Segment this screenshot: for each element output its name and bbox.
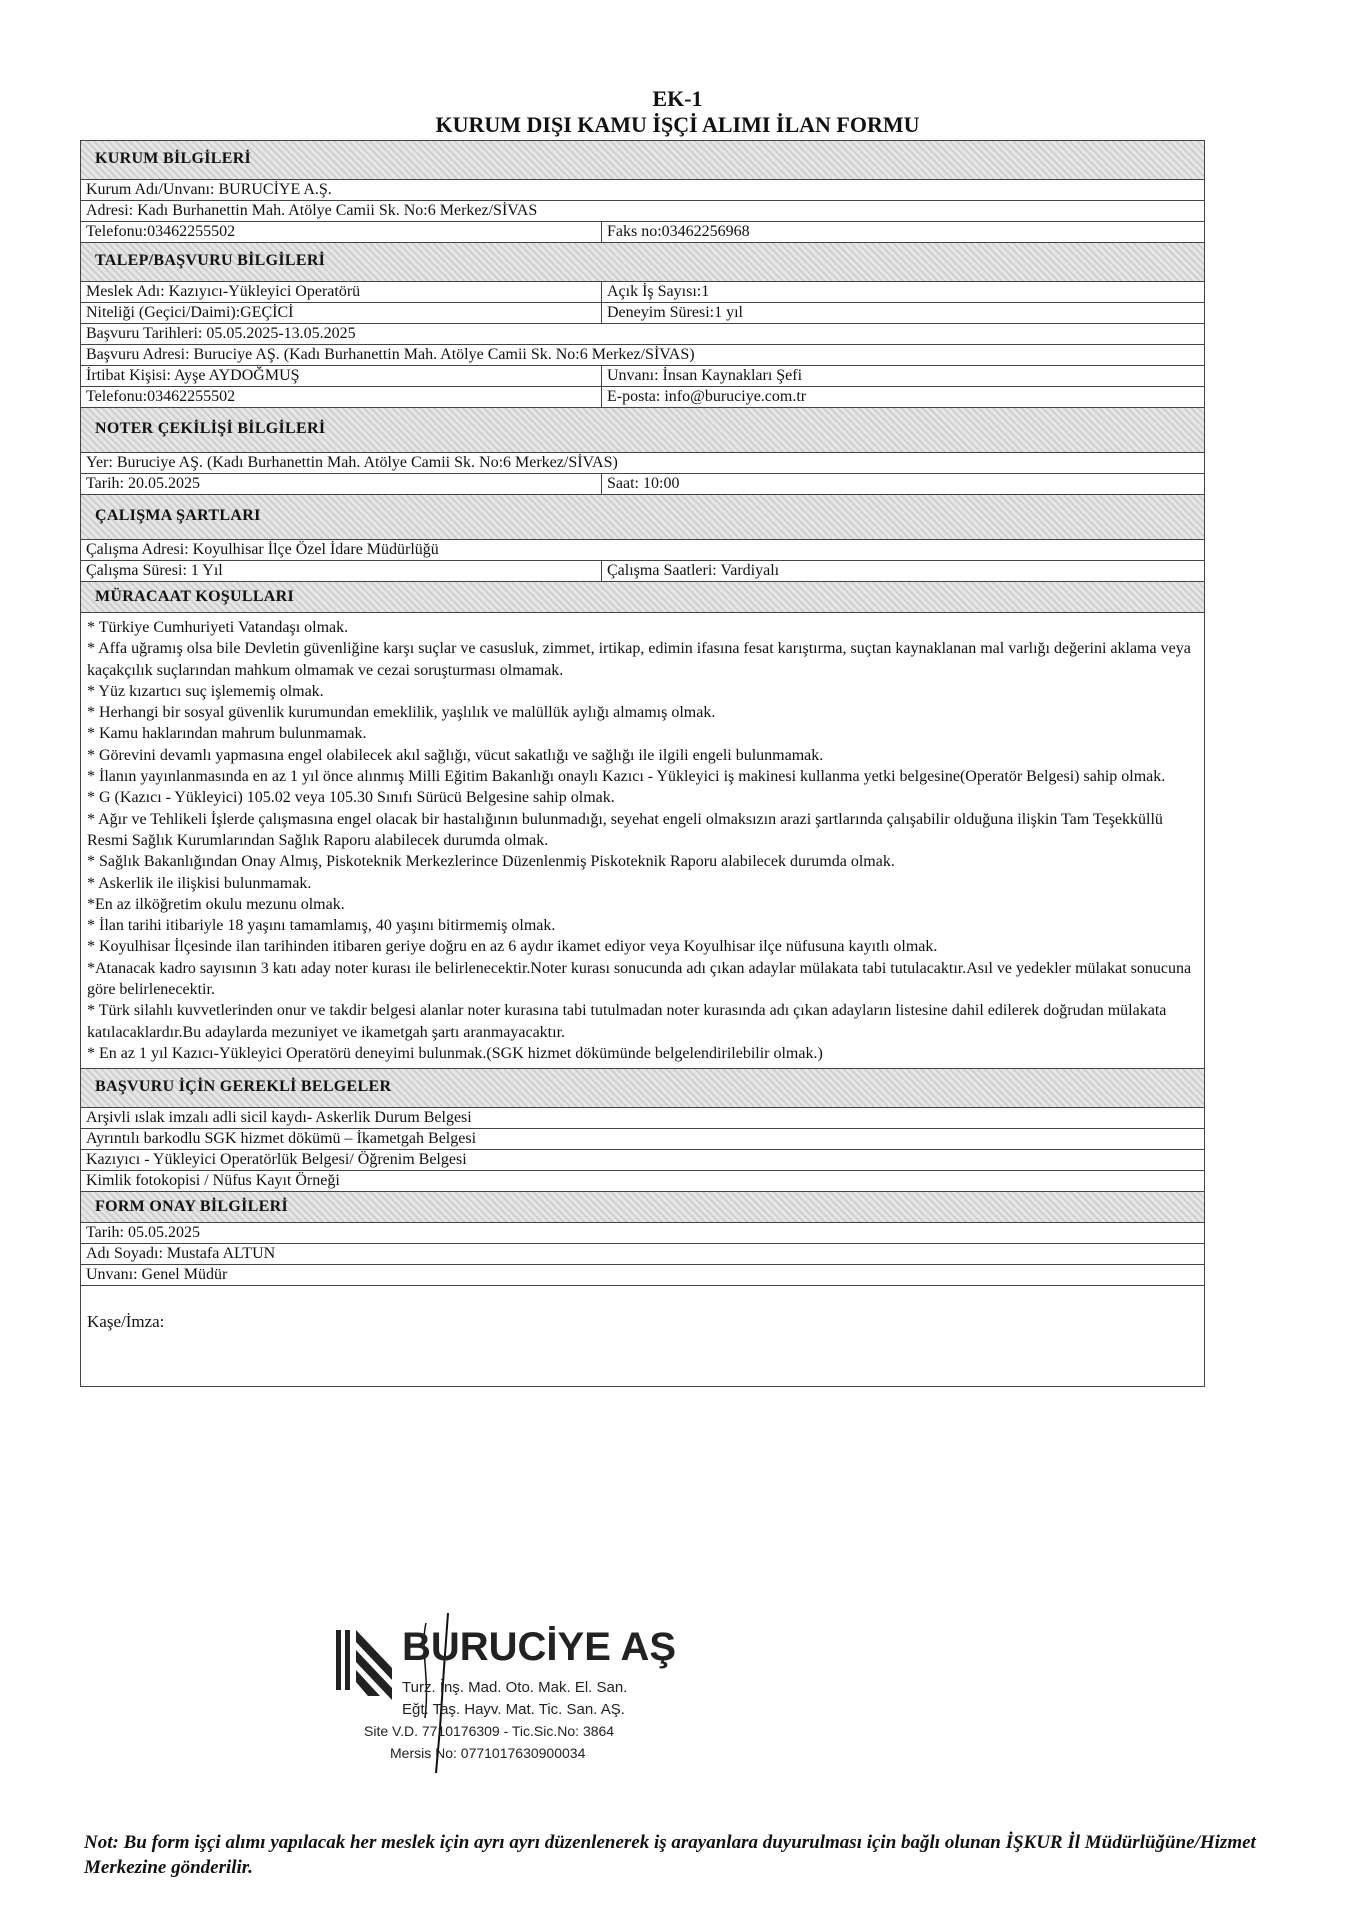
condition-item: * G (Kazıcı - Yükleyici) 105.02 veya 105.30 Sınıfı Sürücü Belgesine sahip olmak.	[87, 789, 615, 807]
onay-tarih-row	[80, 1222, 1205, 1243]
kurum-address-row	[80, 200, 1205, 221]
condition-item: * Koyulhisar İlçesinde ilan tarihinden itibaren geriye doğru en az 6 aydır ikamet ediyor veya Koyulhisar ilçe nüfusuna kayıtlı olmak.	[87, 938, 938, 956]
section-header-muracaat: MÜRACAAT KOŞULLARI	[80, 581, 1205, 612]
condition-item: *Atanacak kadro sayısının 3 katı aday noter kurası ile belirlenecektir.Noter kurası sonucunda adı çıkan adaylar mülakata tabi tutulacaktır.Asıl ve yedekler mülakat sonucuna göre belirlenecektir.	[87, 959, 1192, 999]
talep-row-4	[80, 344, 1205, 365]
calisma-sure-row	[80, 560, 1205, 581]
meslek-adi: Meslek Adı: Kazıyıcı-Yükleyici Operatörü	[81, 282, 602, 302]
document-title: KURUM DIŞI KAMU İŞÇİ ALIMI İLAN FORMU	[435, 112, 920, 137]
talep-row-2	[80, 302, 1205, 323]
condition-item: * Sağlık Bakanlığından Onay Almış, Piskoteknik Merkezlerince Düzenlenmiş Piskoteknik Raporu alabilecek durumda olmak.	[87, 853, 895, 871]
noter-tarih: Tarih: 20.05.2025	[81, 474, 602, 494]
section-header-talep: TALEP/BAŞVURU BİLGİLERİ	[80, 242, 1205, 281]
section-header-noter: NOTER ÇEKİLİŞİ BİLGİLERİ	[80, 407, 1205, 452]
kurum-name: Kurum Adı/Unvanı: BURUCİYE A.Ş.	[86, 181, 332, 198]
section-header-belgeler: BAŞVURU İÇİN GEREKLİ BELGELER	[80, 1068, 1205, 1107]
belge-row: Ayrıntılı barkodlu SGK hizmet dökümü – İkametgah Belgesi	[80, 1128, 1205, 1149]
calisma-adres-row	[80, 539, 1205, 560]
condition-item: *En az ilköğretim okulu mezunu olmak.	[87, 895, 345, 913]
calisma-adresi: Çalışma Adresi: Koyulhisar İlçe Özel İdare Müdürlüğü	[86, 541, 439, 558]
condition-item: * Türkiye Cumhuriyeti Vatandaşı olmak.	[87, 619, 349, 636]
onay-adi-soyadi: Adı Soyadı: Mustafa ALTUN	[86, 1245, 276, 1263]
irtibat-unvani: Unvanı: İnsan Kaynakları Şefi	[607, 367, 803, 384]
stamp-line-1: Turz. İnş. Mad. Oto. Mak. El. San.	[402, 1679, 628, 1696]
condition-item: * Ağır ve Tehlikeli İşlerde çalışmasına engel olacak bir hastalığının bulunmadığı, seyehat engeli olmaksızın arazi şartlarında çalışabilir olduğuna ilişkin Tam Teşekküllü Resmi Sağlık Kurumlarından Sağlık Raporu alabilecek durumda olmak.	[87, 810, 1163, 849]
irtibat-kisisi: İrtibat Kişisi: Ayşe AYDOĞMUŞ	[81, 366, 602, 386]
section-header-onay: FORM ONAY BİLGİLERİ	[80, 1191, 1205, 1222]
talep-eposta: E-posta: info@buruciye.com.tr	[607, 388, 807, 405]
talep-row-5	[80, 365, 1205, 386]
deneyim-suresi: Deneyim Süresi:1 yıl	[607, 304, 743, 321]
condition-item: * Yüz kızartıcı suç işlememiş olmak.	[87, 682, 324, 700]
stamp-line-3: Site V.D. 7710176309 - Tic.Sic.No: 3864	[364, 1723, 615, 1739]
niteligi: Niteliği (Geçici/Daimi):GEÇİCİ	[81, 303, 602, 323]
footer-note: Not: Bu form işçi alımı yapılacak her meslek için ayrı ayrı düzenlenerek iş arayanlara duyurulması için bağlı olunan İŞKUR İl Müdürlüğüne/Hizmet Merkezine gönderilir.	[84, 1832, 1256, 1878]
calisma-saatleri: Çalışma Saatleri: Vardiyalı	[607, 562, 780, 579]
acik-is-sayisi: Açık İş Sayısı:1	[607, 283, 710, 300]
noter-yer: Yer: Buruciye AŞ. (Kadı Burhanettin Mah. Atölye Camii Sk. No:6 Merkez/SİVAS)	[86, 454, 618, 471]
belge-row: Kazıyıcı - Yükleyici Operatörlük Belgesi/ Öğrenim Belgesi	[80, 1149, 1205, 1170]
belge-row: Arşivli ıslak imzalı adli sicil kaydı- Askerlik Durum Belgesi	[80, 1107, 1205, 1128]
kurum-fax: Faks no:03462256968	[607, 223, 750, 240]
signature-row	[80, 1285, 1205, 1387]
onay-unvan-row	[80, 1264, 1205, 1285]
condition-item: * Kamu haklarından mahrum bulunmamak.	[87, 725, 367, 743]
kurum-name-row	[80, 179, 1205, 200]
talep-row-6	[80, 386, 1205, 407]
muracaat-conditions	[80, 612, 1205, 1068]
application-form	[80, 140, 1205, 1387]
onay-unvani: Unvanı: Genel Müdür	[86, 1266, 228, 1284]
condition-item: * İlanın yayınlanmasında en az 1 yıl önce alınmış Milli Eğitim Bakanlığı onaylı Kazıcı - Yükleyici iş makinesi kullanma yetki belgesine(Operatör Belgesi) sahip olmak.	[87, 768, 1166, 786]
condition-item: * Görevini devamlı yapmasına engel olabilecek akıl sağlığı, vücut sakatlığı ve sağlığı ile ilgili engeli bulunmamak.	[87, 746, 824, 764]
condition-item: * En az 1 yıl Kazıcı-Yükleyici Operatörü deneyimi bulunmak.(SGK hizmet dökümünde belgelendirilebilir olmak.)	[87, 1044, 823, 1062]
belge-row: Kimlik fotokopisi / Nüfus Kayıt Örneği	[80, 1170, 1205, 1191]
condition-item: * Affa uğramış olsa bile Devletin güvenliğine karşı suçlar ve casusluk, zimmet, irtikap, edimin ifasına fesat karıştırma, suçtan kaynaklanan mal varlığı değerini aklama veya kaçakçılık suçlarından mahkum olmamak ve cezai soruşturması olmamak.	[87, 640, 1191, 679]
document-code: EK-1	[652, 86, 703, 111]
talep-row-3	[80, 323, 1205, 344]
condition-item: * Herhangi bir sosyal güvenlik kurumundan emeklilik, yaşlılık ve malüllük aylığı almamış olmak.	[87, 704, 716, 722]
noter-yer-row	[80, 452, 1205, 473]
noter-saat: Saat: 10:00	[607, 475, 680, 492]
onay-tarih: Tarih: 05.05.2025	[86, 1224, 200, 1242]
kurum-contact-row	[80, 221, 1205, 242]
basvuru-tarihleri: Başvuru Tarihleri: 05.05.2025-13.05.2025	[86, 325, 356, 342]
noter-tarih-row	[80, 473, 1205, 494]
condition-item: * Türk silahlı kuvvetlerinden onur ve takdir belgesi alanlar noter kurasına tabi tutulmadan noter kurasında adı çıkan adayların listesine dahil edilerek doğrudan mülakata katılacaklardır.Bu adaylarda mezuniyet ve ikametgah şartı aranmayacaktır.	[87, 1002, 1167, 1041]
condition-item: * Askerlik ile ilişkisi bulunmamak.	[87, 874, 312, 892]
stamp-line-4: Mersis No: 0771017630900034	[390, 1745, 586, 1761]
kurum-address: Adresi: Kadı Burhanettin Mah. Atölye Camii Sk. No:6 Merkez/SİVAS	[86, 202, 538, 219]
stamp-brand: BURUCİYE AŞ	[402, 1625, 677, 1669]
kase-imza-label: Kaşe/İmza:	[87, 1312, 165, 1332]
talep-telefon: Telefonu:03462255502	[81, 387, 602, 407]
kurum-phone: Telefonu:03462255502	[81, 222, 602, 242]
calisma-suresi: Çalışma Süresi: 1 Yıl	[81, 561, 602, 581]
stamp-logo-icon	[336, 1630, 392, 1700]
company-stamp	[330, 1608, 690, 1786]
talep-row-1	[80, 281, 1205, 302]
onay-adi-row	[80, 1243, 1205, 1264]
section-header-calisma: ÇALIŞMA ŞARTLARI	[80, 494, 1205, 539]
section-header-kurum: KURUM BİLGİLERİ	[80, 140, 1205, 179]
stamp-line-2: Eğt. Taş. Hayv. Mat. Tic. San. AŞ.	[402, 1701, 625, 1718]
basvuru-adresi: Başvuru Adresi: Buruciye AŞ. (Kadı Burhanettin Mah. Atölye Camii Sk. No:6 Merkez/SİVAS)	[86, 346, 695, 363]
condition-item: * İlan tarihi itibariyle 18 yaşını tamamlamış, 40 yaşını bitirmemiş olmak.	[87, 917, 556, 935]
